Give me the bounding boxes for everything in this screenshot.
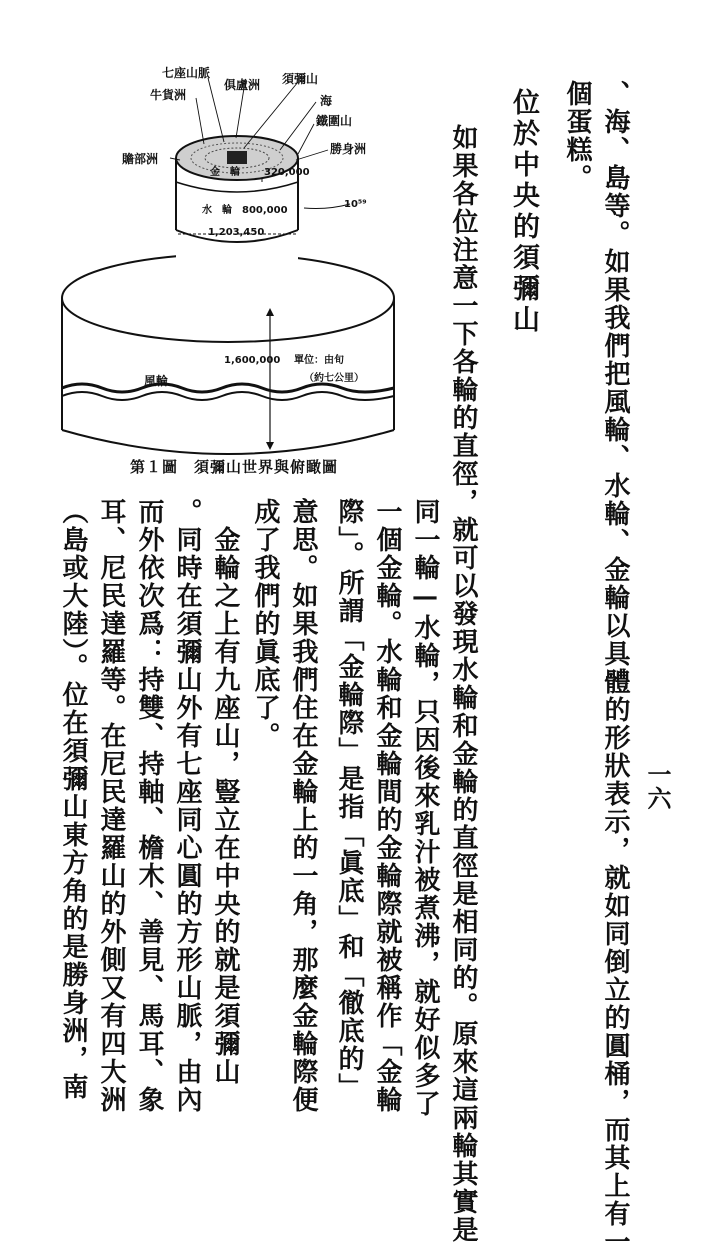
page-number: 一六 [643, 762, 672, 810]
wind-wave-line-2 [62, 392, 394, 400]
text-column-1: 、海、島等。如果我們把風輪、水輪、金輪以具體的形狀表示，就如同倒立的圓桶，而其上有一 [600, 80, 630, 1256]
label-sea: 海 [320, 94, 333, 108]
label-wind-diameter: 10⁵⁹ [344, 199, 367, 210]
label-gold-wheel: 金 輪 [210, 167, 240, 178]
label-wind-height: 1,600,000 [224, 355, 281, 366]
text-column-3: 如果各位注意一下各輪的直徑，就可以發現水輪和金輪的直徑是相同的。原來這兩輪其實是 [448, 124, 478, 1244]
cylinder-diagram [58, 58, 430, 478]
label-unit-note: （約七公里） [304, 373, 364, 384]
label-diameter-small: 1,203,450 [208, 227, 265, 238]
text-column-9: 金輪之上有九座山，豎立在中央的就是須彌山 [210, 498, 240, 1086]
label-iron-ring: 鐵圍山 [316, 114, 353, 128]
text-column-6: 際」。所謂「金輪際」是指「眞底」和「徹底的」 [334, 498, 364, 1101]
label-sumeru: 須彌山 [282, 72, 319, 86]
text-column-2: 個蛋糕。 [562, 80, 592, 192]
text-column-11: 而外依次爲：持雙、持軸、檐木、善見、馬耳、象 [134, 498, 164, 1114]
wind-arrow-head-bottom [266, 442, 274, 450]
section-heading: 位於中央的須彌山 [508, 88, 539, 336]
wind-wheel-bottom [62, 430, 394, 454]
label-water-wheel: 水 輪 800,000 [202, 205, 288, 216]
label-unit: 單位：由旬 [294, 355, 344, 366]
text-column-8: 成了我們的眞底了。 [250, 498, 280, 750]
text-column-10: 。同時在須彌山外有七座同心圓的方形山脈，由內 [172, 498, 202, 1114]
label-gouda: 牛貨洲 [150, 88, 187, 102]
text-column-13: （島或大陸）。位在須彌山東方角的是勝身洲，南 [58, 498, 88, 1101]
label-gold-height: 320,000 [264, 167, 310, 178]
text-column-7: 意思。如果我們住在金輪上的一角，那麼金輪際便 [288, 498, 318, 1114]
label-seven-mountains: 七座山脈 [162, 66, 211, 80]
figure-caption: 第１圖 須彌山世界與俯瞰圖 [130, 458, 339, 476]
label-kurudhvipa: 俱盧洲 [224, 78, 261, 92]
sumeru-square [227, 151, 247, 164]
label-jambu: 贍部洲 [122, 152, 159, 166]
label-videha: 勝身洲 [330, 142, 367, 156]
label-wind-wheel: 風輪 [144, 374, 169, 388]
text-column-12: 耳、尼民達羅等。在尼民達羅山的外側又有四大洲 [96, 498, 126, 1114]
text-column-5: 一個金輪。水輪和金輪間的金輪際就被稱作「金輪 [372, 498, 402, 1114]
sumeru-world-figure [58, 58, 430, 478]
text-column-4: 同一輪—水輪，只因後來乳汁被煮沸，就好似多了 [410, 498, 440, 1118]
